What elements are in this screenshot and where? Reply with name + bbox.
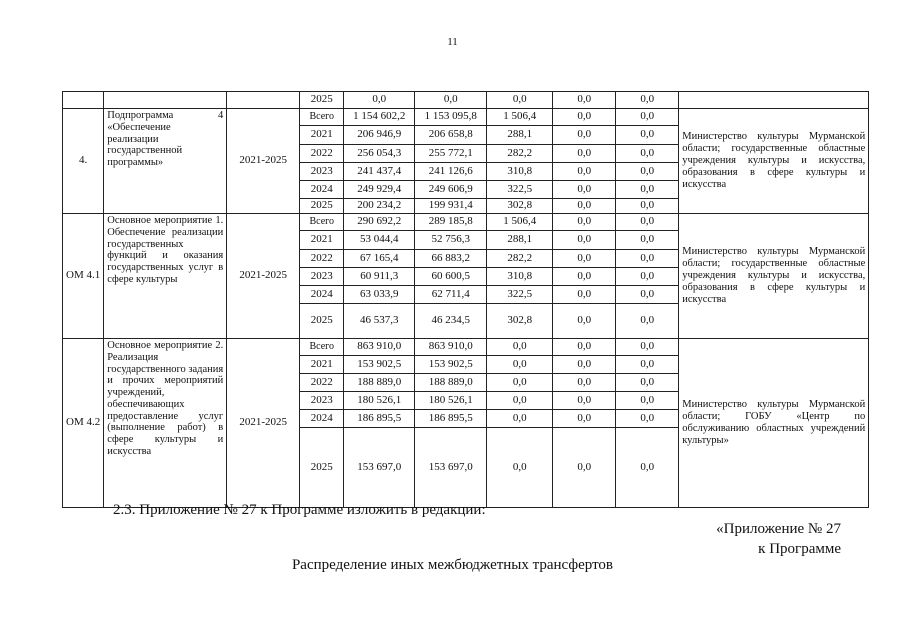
year-cell: 2024 bbox=[300, 181, 344, 199]
value-cell: 0,0 bbox=[616, 356, 679, 374]
value-cell: 282,2 bbox=[487, 250, 553, 268]
value-cell: 0,0 bbox=[616, 231, 679, 250]
table-cell bbox=[679, 92, 869, 109]
value-cell: 1 153 095,8 bbox=[415, 109, 487, 126]
year-cell: 2025 bbox=[300, 92, 344, 109]
value-cell: 0,0 bbox=[616, 392, 679, 410]
value-cell: 0,0 bbox=[616, 304, 679, 339]
value-cell: 249 606,9 bbox=[415, 181, 487, 199]
value-cell: 67 165,4 bbox=[344, 250, 415, 268]
page-number: 11 bbox=[447, 36, 458, 48]
year-cell: Всего bbox=[300, 214, 344, 231]
value-cell: 0,0 bbox=[616, 286, 679, 304]
value-cell: 0,0 bbox=[487, 356, 553, 374]
program-name-cell: Подпрограмма 4 «Обеспечение реализации государственной программы» bbox=[104, 109, 227, 214]
value-cell: 0,0 bbox=[616, 109, 679, 126]
value-cell: 0,0 bbox=[553, 181, 616, 199]
value-cell: 0,0 bbox=[616, 214, 679, 231]
value-cell: 0,0 bbox=[553, 356, 616, 374]
table-row bbox=[63, 92, 869, 109]
table-row bbox=[63, 339, 869, 356]
row-index-cell: 4. bbox=[63, 109, 104, 214]
value-cell: 0,0 bbox=[487, 374, 553, 392]
value-cell: 0,0 bbox=[553, 286, 616, 304]
value-cell: 0,0 bbox=[616, 339, 679, 356]
value-cell: 1 506,4 bbox=[487, 214, 553, 231]
value-cell: 0,0 bbox=[616, 250, 679, 268]
value-cell: 52 756,3 bbox=[415, 231, 487, 250]
value-cell: 46 537,3 bbox=[344, 304, 415, 339]
row-index-cell: ОМ 4.1 bbox=[63, 214, 104, 339]
value-cell: 310,8 bbox=[487, 268, 553, 286]
value-cell: 0,0 bbox=[553, 392, 616, 410]
value-cell: 289 185,8 bbox=[415, 214, 487, 231]
period-cell: 2021-2025 bbox=[227, 214, 300, 339]
value-cell: 0,0 bbox=[553, 304, 616, 339]
year-cell: 2022 bbox=[300, 374, 344, 392]
value-cell: 0,0 bbox=[616, 268, 679, 286]
value-cell: 0,0 bbox=[487, 92, 553, 109]
program-name-cell: Основное мероприятие 1. Обеспечение реализации государственных функций и оказания государственных услуг в сфере культуры bbox=[104, 214, 227, 339]
year-cell: 2025 bbox=[300, 304, 344, 339]
value-cell: 0,0 bbox=[553, 428, 616, 508]
budget-table bbox=[62, 91, 869, 508]
budget-table-body bbox=[63, 92, 869, 508]
value-cell: 186 895,5 bbox=[344, 410, 415, 428]
value-cell: 153 902,5 bbox=[344, 356, 415, 374]
value-cell: 60 911,3 bbox=[344, 268, 415, 286]
value-cell: 0,0 bbox=[553, 92, 616, 109]
value-cell: 302,8 bbox=[487, 304, 553, 339]
year-cell: 2024 bbox=[300, 410, 344, 428]
value-cell: 153 697,0 bbox=[415, 428, 487, 508]
year-cell: 2021 bbox=[300, 356, 344, 374]
value-cell: 53 044,4 bbox=[344, 231, 415, 250]
value-cell: 256 054,3 bbox=[344, 145, 415, 163]
value-cell: 0,0 bbox=[616, 181, 679, 199]
table-row bbox=[63, 214, 869, 231]
year-cell: 2021 bbox=[300, 231, 344, 250]
value-cell: 153 697,0 bbox=[344, 428, 415, 508]
value-cell: 206 658,8 bbox=[415, 126, 487, 145]
value-cell: 0,0 bbox=[616, 374, 679, 392]
value-cell: 1 506,4 bbox=[487, 109, 553, 126]
value-cell: 0,0 bbox=[553, 250, 616, 268]
value-cell: 62 711,4 bbox=[415, 286, 487, 304]
value-cell: 0,0 bbox=[553, 374, 616, 392]
value-cell: 0,0 bbox=[553, 231, 616, 250]
value-cell: 199 931,4 bbox=[415, 199, 487, 214]
executor-cell: Министерство культуры Мурманской области; ГОБУ «Центр по обслуживанию областных учреждений культуры» bbox=[679, 339, 869, 508]
value-cell: 0,0 bbox=[553, 410, 616, 428]
document-title: Распределение иных межбюджетных трансфертов bbox=[291, 557, 614, 573]
year-cell: 2025 bbox=[300, 199, 344, 214]
value-cell: 0,0 bbox=[616, 126, 679, 145]
value-cell: 322,5 bbox=[487, 181, 553, 199]
value-cell: 1 154 602,2 bbox=[344, 109, 415, 126]
value-cell: 153 902,5 bbox=[415, 356, 487, 374]
value-cell: 0,0 bbox=[616, 199, 679, 214]
year-cell: 2023 bbox=[300, 163, 344, 181]
value-cell: 322,5 bbox=[487, 286, 553, 304]
executor-cell: Министерство культуры Мурманской области; государственные областные учреждения культуры и искусства, образования в сфере культуры и искусства bbox=[679, 109, 869, 214]
value-cell: 0,0 bbox=[553, 268, 616, 286]
section-instruction: 2.3. Приложение № 27 к Программе изложить в редакции: bbox=[113, 502, 486, 518]
year-cell: 2022 bbox=[300, 145, 344, 163]
value-cell: 302,8 bbox=[487, 199, 553, 214]
year-cell: Всего bbox=[300, 339, 344, 356]
value-cell: 200 234,2 bbox=[344, 199, 415, 214]
value-cell: 66 883,2 bbox=[415, 250, 487, 268]
appendix-sublabel: к Программе bbox=[758, 541, 841, 557]
value-cell: 290 692,2 bbox=[344, 214, 415, 231]
value-cell: 0,0 bbox=[415, 92, 487, 109]
value-cell: 241 126,6 bbox=[415, 163, 487, 181]
value-cell: 310,8 bbox=[487, 163, 553, 181]
value-cell: 282,2 bbox=[487, 145, 553, 163]
executor-cell: Министерство культуры Мурманской области; государственные областные учреждения культуры и искусства, образования в сфере культуры и искусства bbox=[679, 214, 869, 339]
table-cell bbox=[227, 92, 300, 109]
value-cell: 0,0 bbox=[616, 145, 679, 163]
period-cell: 2021-2025 bbox=[227, 339, 300, 508]
value-cell: 249 929,4 bbox=[344, 181, 415, 199]
value-cell: 0,0 bbox=[616, 410, 679, 428]
value-cell: 63 033,9 bbox=[344, 286, 415, 304]
year-cell: 2023 bbox=[300, 268, 344, 286]
value-cell: 0,0 bbox=[616, 92, 679, 109]
table-cell bbox=[63, 92, 104, 109]
value-cell: 0,0 bbox=[553, 339, 616, 356]
year-cell: Всего bbox=[300, 109, 344, 126]
value-cell: 0,0 bbox=[553, 109, 616, 126]
year-cell: 2023 bbox=[300, 392, 344, 410]
program-name-cell: Основное мероприятие 2. Реализация государственного задания и прочих мероприятий учреждений, обеспечивающих предоставление услуг (выполнение работ) в сфере культуры и искусства bbox=[104, 339, 227, 508]
row-index-cell: ОМ 4.2 bbox=[63, 339, 104, 508]
value-cell: 241 437,4 bbox=[344, 163, 415, 181]
value-cell: 288,1 bbox=[487, 126, 553, 145]
value-cell: 60 600,5 bbox=[415, 268, 487, 286]
value-cell: 0,0 bbox=[553, 214, 616, 231]
value-cell: 863 910,0 bbox=[344, 339, 415, 356]
period-cell: 2021-2025 bbox=[227, 109, 300, 214]
value-cell: 0,0 bbox=[616, 163, 679, 181]
value-cell: 0,0 bbox=[616, 428, 679, 508]
appendix-label: «Приложение № 27 bbox=[716, 521, 841, 537]
table-row bbox=[63, 109, 869, 126]
value-cell: 255 772,1 bbox=[415, 145, 487, 163]
value-cell: 0,0 bbox=[553, 199, 616, 214]
table-cell bbox=[104, 92, 227, 109]
value-cell: 188 889,0 bbox=[415, 374, 487, 392]
value-cell: 0,0 bbox=[487, 428, 553, 508]
value-cell: 0,0 bbox=[487, 339, 553, 356]
value-cell: 288,1 bbox=[487, 231, 553, 250]
value-cell: 180 526,1 bbox=[415, 392, 487, 410]
value-cell: 0,0 bbox=[344, 92, 415, 109]
value-cell: 206 946,9 bbox=[344, 126, 415, 145]
value-cell: 188 889,0 bbox=[344, 374, 415, 392]
year-cell: 2024 bbox=[300, 286, 344, 304]
value-cell: 0,0 bbox=[487, 392, 553, 410]
value-cell: 46 234,5 bbox=[415, 304, 487, 339]
value-cell: 863 910,0 bbox=[415, 339, 487, 356]
value-cell: 0,0 bbox=[487, 410, 553, 428]
value-cell: 180 526,1 bbox=[344, 392, 415, 410]
year-cell: 2022 bbox=[300, 250, 344, 268]
year-cell: 2025 bbox=[300, 428, 344, 508]
value-cell: 0,0 bbox=[553, 163, 616, 181]
value-cell: 186 895,5 bbox=[415, 410, 487, 428]
year-cell: 2021 bbox=[300, 126, 344, 145]
value-cell: 0,0 bbox=[553, 145, 616, 163]
value-cell: 0,0 bbox=[553, 126, 616, 145]
